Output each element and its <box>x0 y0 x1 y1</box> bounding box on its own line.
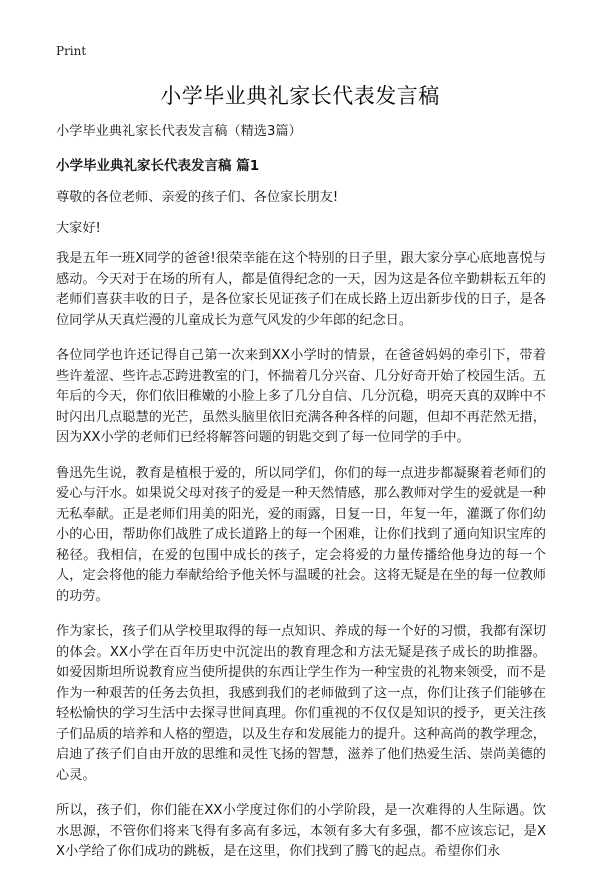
greeting: 大家好! <box>56 220 101 236</box>
print-link[interactable]: Print <box>56 44 87 58</box>
document-body <box>56 122 546 878</box>
paragraph: 鲁迅先生说，教育是植根于爱的，所以同学们，你们的每一点进步都凝聚着老师们的爱心与汗水。如果说父母对孩子的爱是一种天然情感，那么教师对学生的爱就是一种无私奉献。正是老师们用美的阳光，爱的雨露，日复一日，年复一年，灌溉了你们幼小的心田，帮助你们战胜了成长道路上的每一个困难，让你们找到了通向知识宝库的秘径。我相信，在爱的包围中成长的孩子，定会将爱的力量传播给他身边的每一个人，定会将他的能力奉献给给予他关怀与温暖的社会。这将无疑是在坐的每一位教师的功劳。 <box>56 465 546 604</box>
paragraph: 各位同学也许还记得自己第一次来到XX小学时的情景，在爸爸妈妈的牵引下，带着些许羞涩、些许忐忑跨进教室的门，怀揣着几分兴奋、几分好奇开始了校园生活。五年后的今天，你们依旧稚嫩的小脸上多了几分自信、几分沉稳，明亮天真的双眸中不时闪出几点聪慧的光芒，虽然头脑里依旧充满各种各样的问题，但却不再茫然无措，因为XX小学的老师们已经将解答问题的钥匙交到了每一位同学的手中。 <box>56 348 546 445</box>
paragraph: 我是五年一班X同学的爸爸!很荣幸能在这个特别的日子里，跟大家分享心底地喜悦与感动。今天对于在场的所有人，都是值得纪念的一天，因为这是各位辛勤耕耘五年的老师们喜获丰收的日子，是各位家长见证孩子们在成长路上迈出新步伐的日子，是各位同学从天真烂漫的儿童成长为意气风发的少年郎的纪念日。 <box>56 251 546 328</box>
salutation: 尊敬的各位老师、亲爱的孩子们、各位家长朋友! <box>56 190 339 205</box>
paragraph: 所以，孩子们，你们能在XX小学度过你们的小学阶段，是一次难得的人生际遇。饮水思源，不管你们将来飞得有多高有多远，本领有多大有多强，都不应该忘记，是XX小学给了你们成功的跳板，是在这里，你们找到了腾飞的起点。希望你们永 <box>56 803 546 859</box>
paragraph: 作为家长，孩子们从学校里取得的每一点知识、养成的每一个好的习惯，我都有深切的体会。XX小学在百年历史中沉淀出的教育理念和方法无疑是孩子成长的助推器。如爱因斯坦所说教育应当使所提供的东西让学生作为一种宝贵的礼物来领受，而不是作为一种艰苦的任务去负担，我感到我们的老师做到了这一点，你们让孩子们能够在轻松愉快的学习生活中去探寻世间真理。你们重视的不仅仅是知识的授予，更关注孩子们品质的培养和人格的塑造，以及生存和发展能力的提升。这种高尚的教学理念，启迪了孩子们自由开放的思维和灵性飞扬的智慧，滋养了他们热爱生活、崇尚美德的心灵。 <box>56 624 546 783</box>
section-heading: 小学毕业典礼家长代表发言稿 篇1 <box>56 157 260 174</box>
document-subtitle: 小学毕业典礼家长代表发言稿（精选3篇） <box>56 124 302 139</box>
page-title: 小学毕业典礼家长代表发言稿 <box>160 84 440 108</box>
